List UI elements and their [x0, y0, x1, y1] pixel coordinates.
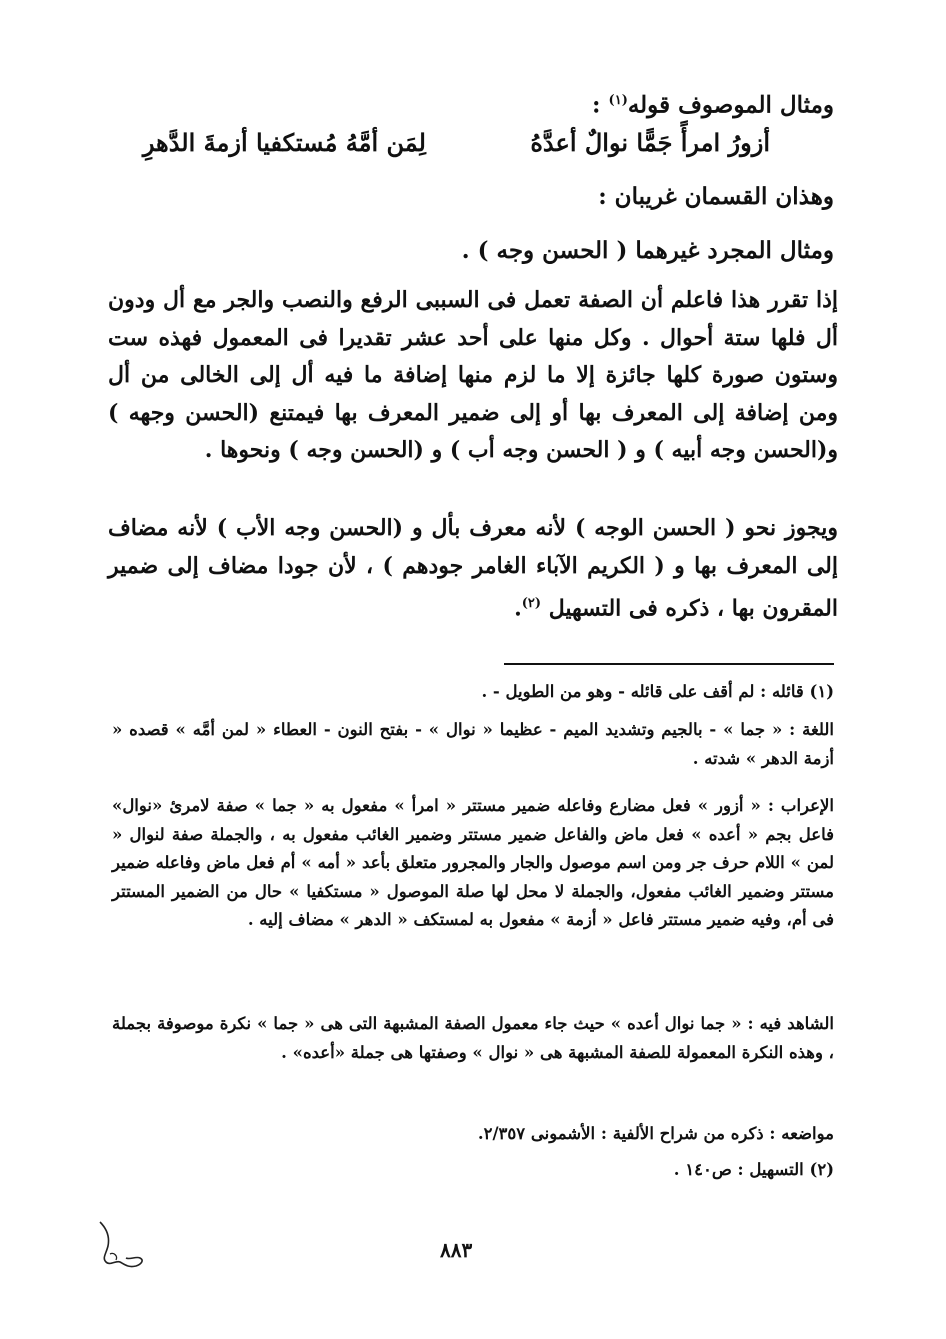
intro-line — [592, 84, 834, 123]
verse-second-half: لِمَن أمَّهُ مُستكفيا أزمةَ الدَّهرِ — [142, 128, 426, 157]
paragraph-two — [108, 510, 838, 628]
footnote-shahid: الشاهد فيه : « جما نوال أعده » حيث جاء معمول الصفة المشبهة التى هى « جما » نكرة موصوفة بجملة ، وهذه النكرة المعمولة للصفة المشبهة هى « نوال » وصفتها هى جملة «أعده» . — [112, 1014, 834, 1062]
intro-text: ومثال الموصوف قوله — [627, 91, 834, 119]
verse-first-half: أزورُ امرأً جَمًّا نوالٌ أعدَّهُ — [530, 128, 770, 157]
footnote-2: (٢) التسهيل : ص١٤٠ . — [673, 1160, 834, 1179]
footnote-1: (١) قائله : لم أقف على قائله - وهو من الطويل - . — [481, 682, 834, 701]
footnote-ref-2: (٢) — [521, 596, 542, 611]
footnote-mawadi: مواضعه : ذكره من شراح الألفية : الأشمونى ٢/٣٥٧. — [477, 1124, 834, 1143]
footnote-separator — [504, 663, 834, 665]
footnote-ref-1: (١) — [608, 93, 628, 108]
handwritten-signature-icon — [92, 1214, 152, 1274]
paragraph-two-text: ويجوز نحو ( الحسن الوجه ) لأنه معرف بأل و (الحسن وجه الأب ) لأنه مضاف إلى المعرف بها و ( الكريم الآباء الغامر جودهم ) ، لأن جودا مضاف إلى ضمير المقرون بها ، ذكره فى التسهيل — [108, 515, 838, 622]
line-three: ومثال المجرد غيرهما ( الحسن وجه ) . — [461, 237, 834, 264]
page-number: ٨٨٣ — [440, 1238, 473, 1262]
intro-tail: : — [592, 91, 609, 119]
footnote-irab: الإعراب : « أزور » فعل مضارع وفاعله ضمير مستتر « امرأ » مفعول به « جما » صفة لامرئ «نوال» فاعل بجم « أعده » فعل ماض والفاعل ضمير مستتر وضمير الغائب مفعول به ، والجملة صفة لنوال « لمن » اللام حرف جر ومن اسم موصول والجار والمجرور متعلق بأعد « أمه » أم فعل ماض وفاعله ضمير مستتر وضمير الغائب مفعول، والجملة لا محل لها صلة الموصول « مستكفيا » حال من الضمير المستتر فى أم، وفيه ضمير مستتر فاعل « أزمة » مفعول به لمستكف « الدهر » مضاف إليه . — [112, 796, 834, 929]
paragraph-two-tail: . — [514, 595, 522, 622]
paragraph-one: إذا تقرر هذا فاعلم أن الصفة تعمل فى السببى الرفع والنصب والجر مع أل ودون أل فلها ستة أحوال . وكل منها على أحد عشر تقديرا فى المعمول فهذه ست وستون صورة كلها جائزة إلا ما لزم منها إضافة ما فيه أل إلى الخالى من أل ومن إضافة إلى المعرف بها أو إلى ضمير المعرف بها فيمتنع (الحسن وجهه ) و(الحسن وجه أبيه ) و ( الحسن وجه أب ) و (الحسن وجه ) ونحوها . — [108, 287, 838, 463]
footnote-lugha: اللغة : « جما » - بالجيم وتشديد الميم - عظيما « نوال » - بفتح النون - العطاء « لمن أمَّه » قصده « أزمة الدهر » شدته . — [112, 720, 834, 768]
line-two: وهذان القسمان غريبان : — [598, 183, 834, 210]
